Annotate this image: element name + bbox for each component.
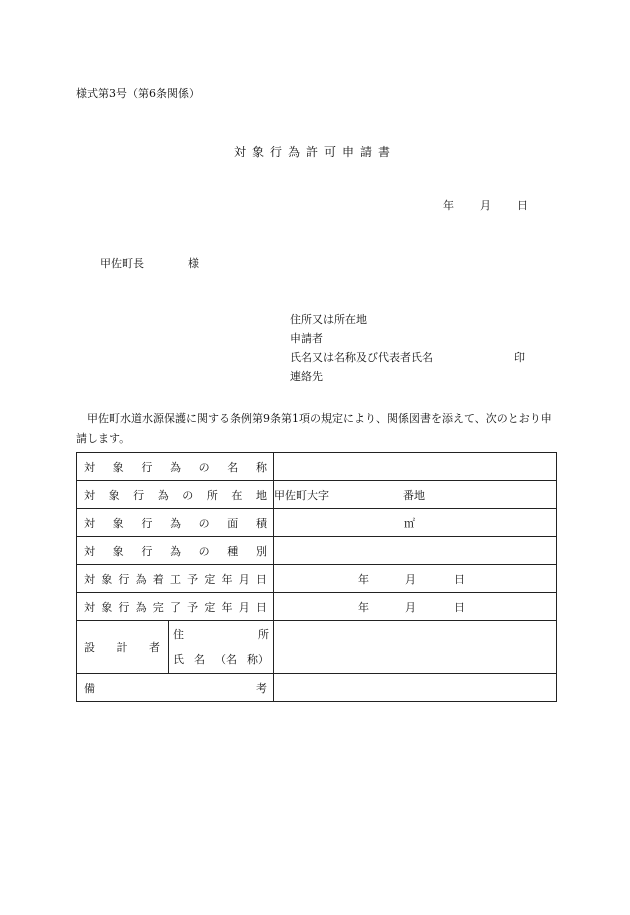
label-char: 行 [133,488,145,502]
label-char: 種 [227,544,239,558]
label-char: の [182,488,194,502]
date-year: 年 [443,199,454,212]
label-char: 対 [84,544,95,558]
table-row-name [77,453,557,481]
label-char: 行 [141,516,153,530]
addressee-name: 甲佐町長 [100,257,144,270]
name-field[interactable] [274,453,557,481]
label-char: 対 [84,516,95,530]
label-char: 象 [112,460,124,474]
table-row-designer [77,621,557,674]
page-title: 対象行為許可申請書 [233,145,396,159]
end-month: 月 [405,600,416,614]
label-char: の [198,544,210,558]
label-char: 了 [169,600,181,614]
type-field[interactable] [274,537,557,565]
label-char: 対 [84,488,95,502]
label-char: 工 [169,572,181,586]
row-label [77,487,273,503]
location-prefix: 甲佐町大字 [274,488,329,502]
row-label [77,543,273,559]
applicant-label: 申請者 [290,332,323,345]
row-label [77,571,273,587]
applicant-address-label: 住所又は所在地 [290,313,367,326]
label-char: 名 [194,652,205,666]
start-day: 日 [454,572,465,586]
label-char: 対 [84,572,95,586]
label-char: 完 [152,600,164,614]
end-year: 年 [358,600,369,614]
label-char: 象 [112,544,124,558]
end-date-field[interactable] [274,593,557,621]
date-line [443,197,528,213]
label-char: 行 [118,572,130,586]
label-char: 月 [238,572,250,586]
label-char: 者 [149,641,160,654]
label-char: 日 [255,600,267,614]
addressee-honorific: 様 [188,257,199,270]
designer-address-label [173,626,269,642]
application-table [76,452,557,702]
form-number: 様式第3号（第6条関係） [76,87,200,100]
area-field[interactable] [274,509,557,537]
label-char: 称 [255,460,267,474]
applicant-name-label: 氏名又は名称及び代表者氏名 [290,351,433,364]
designer-field[interactable] [274,621,557,674]
label-char: 行 [141,544,153,558]
date-month: 月 [480,199,491,212]
label-char: 年 [221,572,233,586]
remarks-field[interactable] [274,674,557,702]
label-char: 名 [227,460,239,474]
label-char: の [198,460,210,474]
label-char: 為 [169,516,181,530]
label-char: 為 [135,600,147,614]
applicant-block [290,310,525,386]
label-char: 象 [108,488,120,502]
label-char: 月 [238,600,250,614]
table-row-type [77,537,557,565]
designer-name-label [173,651,269,667]
label-char: 為 [135,572,147,586]
table-row-location [77,481,557,509]
label-char: 日 [255,572,267,586]
label-char: 地 [255,488,267,502]
table-row-start-date [77,565,557,593]
label-char: 象 [112,516,124,530]
row-label [77,459,273,475]
label-char: 対 [84,600,95,614]
label-char: 為 [157,488,169,502]
row-label [77,515,273,531]
label-char: 予 [187,572,199,586]
label-char: 別 [255,544,267,558]
table-row-end-date [77,593,557,621]
start-date-field[interactable] [274,565,557,593]
table-row-remarks [77,674,557,702]
applicant-contact-label: 連絡先 [290,370,323,383]
table-row-area [77,509,557,537]
label-char: 象 [101,572,113,586]
label-char: 在 [231,488,243,502]
label-char: 対 [84,460,95,474]
location-suffix: 番地 [403,488,425,502]
label-char: 着 [152,572,164,586]
label-char: 定 [204,600,216,614]
label-char: 定 [204,572,216,586]
body-text: 甲佐町水道水源保護に関する条例第9条第1項の規定により、関係図書を添えて、次のとおり申請します。 [76,412,552,445]
location-field[interactable] [274,481,557,509]
label-char: 称） [247,652,269,666]
label-char: （名 [215,652,237,666]
label-char: 所 [258,627,269,641]
end-day: 日 [454,600,465,614]
label-char: 設 [84,641,95,654]
designer-label [77,639,168,655]
label-char: 面 [227,516,239,530]
label-char: の [198,516,210,530]
label-char: 計 [116,641,128,654]
addressee [100,255,199,271]
label-char: 為 [169,544,181,558]
label-char: 行 [118,600,130,614]
label-char: 年 [221,600,233,614]
area-unit: ㎡ [404,516,415,530]
remarks-label [77,680,273,696]
label-char: 予 [187,600,199,614]
label-char: 備 [84,681,95,695]
date-day: 日 [517,199,528,212]
label-char: 為 [169,460,181,474]
start-year: 年 [358,572,369,586]
seal-mark: 印 [514,351,525,364]
start-month: 月 [405,572,416,586]
label-char: 氏 [173,652,184,666]
label-char: 所 [206,488,218,502]
label-char: 住 [173,627,184,641]
row-label [77,599,273,615]
label-char: 考 [256,681,267,695]
label-char: 積 [255,516,267,530]
label-char: 象 [101,600,113,614]
label-char: 行 [141,460,153,474]
